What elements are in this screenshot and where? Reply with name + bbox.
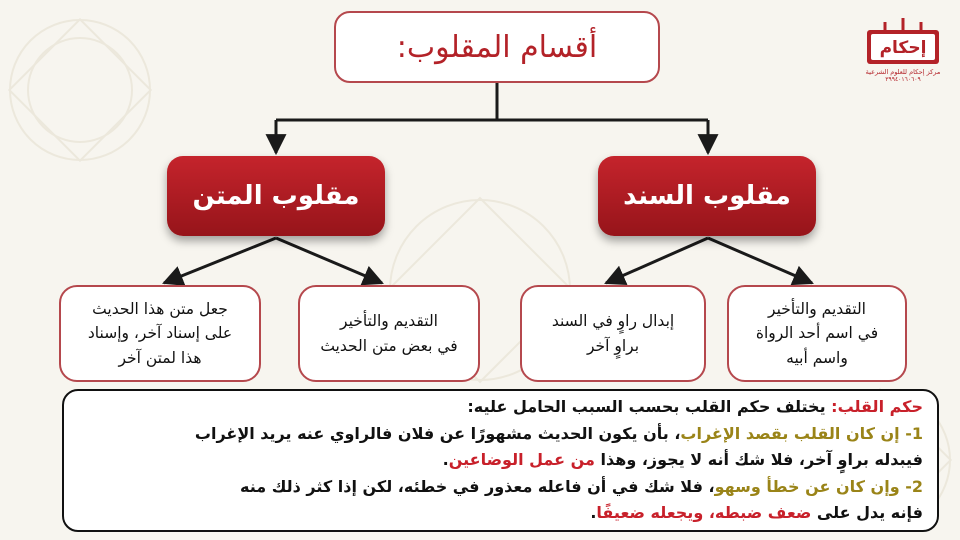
leaf-line: التقديم والتأخير	[768, 300, 866, 319]
ruling-text: فيبدله براوٍ آخر، فلا شك أنه لا يجوز، وهذا	[594, 450, 923, 469]
category-matn-inverted: مقلوب المتن	[167, 156, 385, 236]
leaf-line: جعل متن هذا الحديث	[92, 300, 228, 319]
ruling-intro: يختلف حكم القلب بحسب السبب الحامل عليه:	[467, 397, 832, 416]
logo-number: ٣٩٩٤٠١٦٠٦٠٩	[885, 76, 921, 83]
leaf-line: براوٍ آخر	[586, 336, 640, 355]
leaf-line: في بعض متن الحديث	[320, 336, 458, 355]
leaf-line: هذا لمتن آخر	[118, 348, 202, 367]
leaf-text-reorder	[298, 285, 480, 382]
leaf-line: التقديم والتأخير	[340, 312, 438, 331]
leaf-line: في اسم أحد الرواة	[755, 324, 879, 343]
leaf-line: على إسناد آخر، وإسناد	[87, 324, 233, 343]
leaf-line: واسم أبيه	[786, 348, 848, 367]
leaf-name-swap	[727, 285, 907, 382]
ruling-line	[74, 447, 923, 474]
leaf-narrator-replace	[520, 285, 706, 382]
ruling-text: ، فلا شك في أن فاعله معذور في خطئه، لكن إذا كثر ذلك منه	[240, 476, 715, 496]
ruling-text: فإنه يدل على	[811, 503, 923, 522]
ruling-case-2: 2- وإن كان عن خطأ وسهو	[714, 476, 923, 496]
ruling-highlight: من عمل الوضاعين	[448, 450, 595, 469]
ruling-panel	[62, 389, 939, 532]
ruling-text: .	[442, 450, 449, 469]
leaf-text-chain-swap	[59, 285, 261, 382]
leaf-line: إبدال راوٍ في السند	[551, 312, 675, 331]
diagram-title: أقسام المقلوب:	[334, 11, 660, 83]
logo-name: إحكام	[879, 38, 927, 58]
ruling-line	[74, 474, 923, 501]
logo-subtitle: مركز إحكام للعلوم الشرعية	[865, 68, 941, 76]
ruling-line	[74, 394, 923, 421]
ruling-line	[74, 500, 923, 527]
ruling-text: ، بأن يكون الحديث مشهورًا عن فلان فالراوي عنه يريد الإغراب	[194, 423, 681, 443]
ruling-case-1: 1- إن كان القلب بقصد الإغراب	[680, 423, 923, 443]
ruling-heading: حكم القلب:	[831, 397, 923, 416]
ruling-line	[74, 421, 923, 448]
category-isnad-inverted: مقلوب السند	[598, 156, 816, 236]
ruling-highlight: ضعف ضبطه، ويجعله ضعيفًا	[596, 503, 812, 522]
ruling-text: .	[590, 503, 597, 522]
